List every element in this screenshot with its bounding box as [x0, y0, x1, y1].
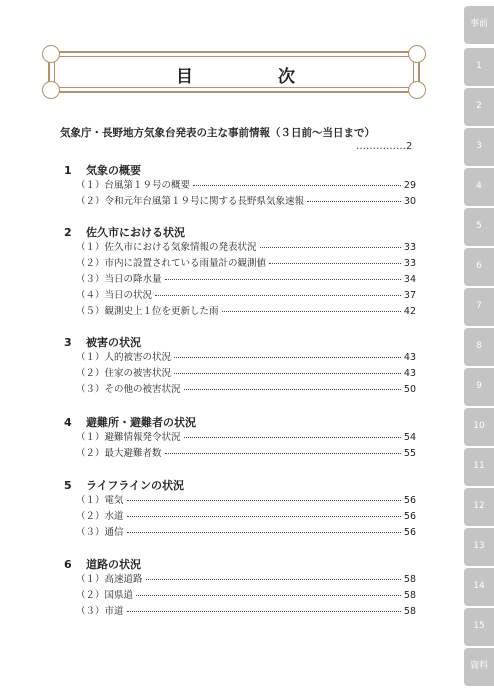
toc-entry-label: （１）人的被害の状況 [76, 352, 172, 363]
section-heading-5[interactable] [64, 477, 184, 493]
title-inner-border [54, 56, 414, 88]
section-number: 6 [64, 558, 72, 571]
tab-9[interactable]: 9 [464, 368, 494, 406]
toc-entry-page: 56 [403, 511, 416, 522]
toc-entry-label: （２）水道 [76, 511, 124, 522]
toc-entry-label: （１）避難情報発令状況 [76, 432, 181, 443]
tab-6[interactable]: 6 [464, 248, 494, 286]
section-title: 佐久市における状況 [86, 226, 185, 239]
toc-entry-page: 30 [403, 196, 416, 207]
tab-3[interactable]: 3 [464, 128, 494, 166]
tab-12[interactable]: 12 [464, 488, 494, 526]
toc-entry[interactable] [76, 571, 416, 587]
intro-dots: …………… [356, 141, 406, 152]
leader-dots [127, 532, 401, 533]
toc-entry-label: （３）その他の被害状況 [76, 384, 181, 395]
leader-dots [269, 263, 401, 264]
toc-entry[interactable] [76, 445, 416, 461]
toc-entry-page: 43 [403, 352, 416, 363]
section-title: 避難所・避難者の状況 [86, 416, 196, 429]
section-number: 4 [64, 416, 72, 429]
leader-dots [174, 357, 401, 358]
leader-dots [184, 389, 401, 390]
section-number: 3 [64, 336, 72, 349]
tab-14[interactable]: 14 [464, 568, 494, 606]
toc-entry[interactable] [76, 587, 416, 603]
section-heading-2[interactable] [64, 224, 185, 240]
intro-page-number: 2 [406, 141, 413, 152]
page-title-left: 目 [176, 67, 193, 87]
toc-entry[interactable] [76, 603, 416, 619]
toc-entry-page: 33 [403, 258, 416, 269]
toc-entry-page: 50 [403, 384, 416, 395]
leader-dots [193, 185, 401, 186]
section-number: 1 [64, 164, 72, 177]
tab-13[interactable]: 13 [464, 528, 494, 566]
toc-entry[interactable] [76, 524, 416, 540]
toc-entry-label: （４）当日の状況 [76, 290, 153, 301]
title-frame [48, 51, 420, 93]
intro-entry-label[interactable]: 気象庁・長野地方気象台発表の主な事前情報（３日前〜当日まで） [60, 127, 375, 139]
leader-dots [307, 201, 401, 202]
toc-entry[interactable] [76, 177, 416, 193]
toc-entry[interactable] [76, 303, 416, 319]
leader-dots [127, 611, 401, 612]
toc-entry[interactable] [76, 287, 416, 303]
toc-entry[interactable] [76, 193, 416, 209]
toc-entry-label: （１）電気 [76, 495, 124, 506]
page-title-right: 次 [278, 67, 295, 87]
tab-10[interactable]: 10 [464, 408, 494, 446]
ornament-corner-icon [408, 81, 426, 99]
toc-entry-page: 55 [403, 448, 416, 459]
ornament-corner-icon [42, 45, 60, 63]
tab-shiryo[interactable]: 資料 [464, 648, 494, 686]
toc-entry-page: 29 [403, 180, 416, 191]
toc-entry[interactable] [76, 381, 416, 397]
section-heading-3[interactable] [64, 334, 141, 350]
toc-entry[interactable] [76, 349, 416, 365]
toc-entry[interactable] [76, 239, 416, 255]
tab-2[interactable]: 2 [464, 88, 494, 126]
section-title: 被害の状況 [86, 336, 141, 349]
ornament-corner-icon [42, 81, 60, 99]
toc-entry[interactable] [76, 255, 416, 271]
leader-dots [260, 247, 401, 248]
toc-entry[interactable] [76, 429, 416, 445]
section-title: 道路の状況 [86, 558, 141, 571]
tab-15[interactable]: 15 [464, 608, 494, 646]
tab-7[interactable]: 7 [464, 288, 494, 326]
leader-dots [165, 453, 401, 454]
tab-11[interactable]: 11 [464, 448, 494, 486]
tab-4[interactable]: 4 [464, 168, 494, 206]
leader-dots [165, 279, 401, 280]
leader-dots [184, 437, 401, 438]
section-heading-6[interactable] [64, 556, 141, 572]
leader-dots [127, 516, 401, 517]
leader-dots [155, 295, 401, 296]
toc-entry-label: （１）佐久市における気象情報の発表状況 [76, 242, 257, 253]
toc-entry-label: （３）通信 [76, 527, 124, 538]
toc-entry-label: （２）国県道 [76, 590, 134, 601]
toc-entry-label: （１）高速道路 [76, 574, 143, 585]
leader-dots [136, 595, 401, 596]
toc-entry-label: （２）最大避難者数 [76, 448, 162, 459]
toc-entry-page: 42 [403, 306, 416, 317]
toc-entry-label: （２）市内に設置されている雨量計の観測値 [76, 258, 267, 269]
tab-5[interactable]: 5 [464, 208, 494, 246]
toc-entry[interactable] [76, 271, 416, 287]
toc-entry-page: 33 [403, 242, 416, 253]
leader-dots [146, 579, 401, 580]
leader-dots [222, 311, 401, 312]
toc-entry-label: （３）市道 [76, 606, 124, 617]
toc-entry-label: （５）観測史上１位を更新した雨 [76, 306, 219, 317]
tab-8[interactable]: 8 [464, 328, 494, 366]
toc-entry-page: 58 [403, 574, 416, 585]
section-title: ライフラインの状況 [86, 479, 185, 492]
toc-entry-page: 43 [403, 368, 416, 379]
toc-entry[interactable] [76, 492, 416, 508]
toc-entry-label: （１）台風第１９号の概要 [76, 180, 191, 191]
toc-entry[interactable] [76, 365, 416, 381]
section-heading-4[interactable] [64, 414, 196, 430]
tab-jizen[interactable]: 事前 [464, 6, 494, 44]
section-title: 気象の概要 [86, 164, 141, 177]
section-number: 5 [64, 479, 72, 492]
toc-entry-page: 56 [403, 495, 416, 506]
toc-entry-page: 54 [403, 432, 416, 443]
toc-entry-label: （２）住家の被害状況 [76, 368, 172, 379]
tab-1[interactable]: 1 [464, 48, 494, 86]
leader-dots [174, 373, 401, 374]
toc-entry-page: 58 [403, 590, 416, 601]
toc-entry-label: （２）令和元年台風第１９号に関する長野県気象速報 [76, 196, 305, 207]
toc-entry-page: 58 [403, 606, 416, 617]
leader-dots [127, 500, 401, 501]
toc-entry-label: （３）当日の降水量 [76, 274, 162, 285]
section-number: 2 [64, 226, 72, 239]
toc-entry-page: 56 [403, 527, 416, 538]
ornament-corner-icon [408, 45, 426, 63]
section-heading-1[interactable] [64, 162, 141, 178]
intro-entry-page [356, 141, 416, 152]
toc-entry-page: 37 [403, 290, 416, 301]
toc-entry-page: 34 [403, 274, 416, 285]
toc-entry[interactable] [76, 508, 416, 524]
